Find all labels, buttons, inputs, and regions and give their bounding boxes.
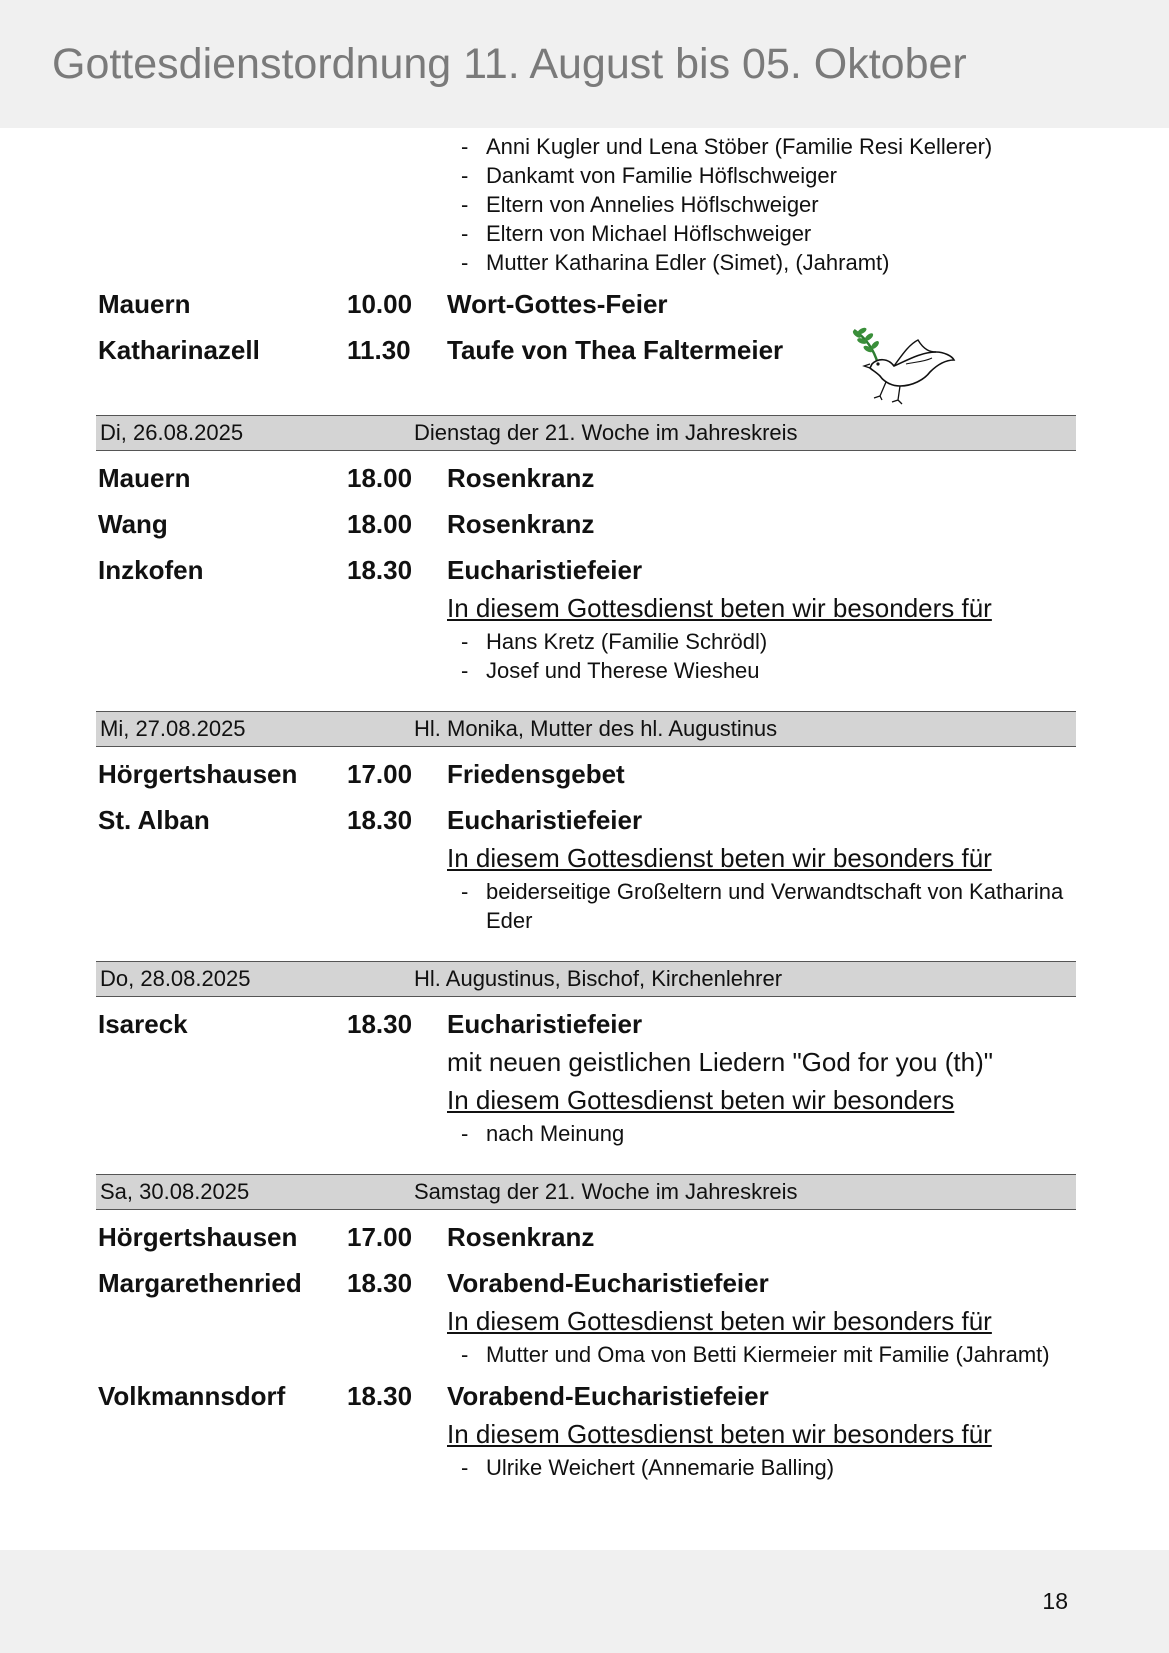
intent-list xyxy=(447,877,1072,935)
service-entry xyxy=(98,755,1072,793)
page-title: Gottesdienstordnung 11. August bis 05. Oktober xyxy=(52,40,967,88)
page-header xyxy=(0,0,1169,128)
service-time: 18.30 xyxy=(347,1009,413,1039)
list-item: - Eltern von Annelies Höflschweiger xyxy=(461,190,1072,219)
day-date: Di, 26.08.2025 xyxy=(100,420,244,445)
list-item: - Dankamt von Familie Höflschweiger xyxy=(461,161,1072,190)
service-entry xyxy=(98,1264,1072,1369)
service-time: 18.00 xyxy=(347,463,413,493)
service-event: Wort-Gottes-Feier xyxy=(447,289,668,319)
service-event: Vorabend-Eucharistiefeier xyxy=(447,1268,769,1298)
service-entry xyxy=(98,551,1072,685)
service-event: Rosenkranz xyxy=(447,509,595,539)
service-entry xyxy=(98,801,1072,935)
service-event: Taufe von Thea Faltermeier xyxy=(447,335,784,365)
page-footer xyxy=(0,1550,1169,1653)
list-item: - Ulrike Weichert (Annemarie Balling) xyxy=(461,1453,1072,1482)
service-time: 18.30 xyxy=(347,1381,413,1411)
page-number: 18 xyxy=(1042,1588,1068,1614)
intent-heading: In diesem Gottesdienst beten wir besonders für xyxy=(447,593,992,623)
service-place: Volkmannsdorf xyxy=(98,1381,286,1411)
service-time: 17.00 xyxy=(347,1222,413,1252)
day-date: Mi, 27.08.2025 xyxy=(100,716,246,741)
list-item: - nach Meinung xyxy=(461,1119,1072,1148)
top-intent-block xyxy=(98,132,1072,277)
service-time: 18.30 xyxy=(347,555,413,585)
service-entry xyxy=(98,1218,1072,1256)
service-time: 18.30 xyxy=(347,1268,413,1298)
day-date: Do, 28.08.2025 xyxy=(100,966,251,991)
list-item: - Josef und Therese Wiesheu xyxy=(461,656,1072,685)
service-event: Rosenkranz xyxy=(447,1222,595,1252)
intent-list xyxy=(447,132,1072,277)
service-place: Isareck xyxy=(98,1009,188,1039)
service-event: Eucharistiefeier xyxy=(447,1009,643,1039)
day-header xyxy=(96,1174,1076,1210)
intent-list xyxy=(447,1119,1072,1148)
service-time: 10.00 xyxy=(347,289,413,319)
day-header xyxy=(96,711,1076,747)
service-time: 18.00 xyxy=(347,509,413,539)
list-item: - Anni Kugler und Lena Stöber (Familie Resi Kellerer) xyxy=(461,132,1072,161)
intent-heading: In diesem Gottesdienst beten wir besonders für xyxy=(447,1306,992,1336)
service-entry xyxy=(98,285,1072,323)
service-entry xyxy=(98,1005,1072,1148)
intent-heading: In diesem Gottesdienst beten wir besonders xyxy=(447,1085,955,1115)
service-event: Vorabend-Eucharistiefeier xyxy=(447,1381,769,1411)
service-place: Hörgertshausen xyxy=(98,1222,298,1252)
day-title: Dienstag der 21. Woche im Jahreskreis xyxy=(414,420,798,445)
service-time: 17.00 xyxy=(347,759,413,789)
intent-list xyxy=(447,627,1072,685)
dove-icon xyxy=(848,322,958,417)
day-title: Hl. Monika, Mutter des hl. Augustinus xyxy=(414,716,778,741)
service-event: Friedensgebet xyxy=(447,759,625,789)
day-title: Hl. Augustinus, Bischof, Kirchenlehrer xyxy=(414,966,783,991)
service-place: Mauern xyxy=(98,463,191,493)
list-item: - Eltern von Michael Höflschweiger xyxy=(461,219,1072,248)
service-place: Wang xyxy=(98,509,168,539)
service-entry xyxy=(98,1377,1072,1482)
service-entry xyxy=(98,505,1072,543)
service-place: Hörgertshausen xyxy=(98,759,298,789)
day-title: Samstag der 21. Woche im Jahreskreis xyxy=(414,1179,798,1204)
intent-heading: In diesem Gottesdienst beten wir besonders für xyxy=(447,843,992,873)
service-place: Margarethenried xyxy=(98,1268,302,1298)
service-event: Eucharistiefeier xyxy=(447,805,643,835)
list-item: - beiderseitige Großeltern und Verwandtschaft von Katharina Eder xyxy=(461,877,1072,935)
service-event: Eucharistiefeier xyxy=(447,555,643,585)
service-entry xyxy=(98,459,1072,497)
service-time: 11.30 xyxy=(347,335,411,365)
intent-heading: In diesem Gottesdienst beten wir besonders für xyxy=(447,1419,992,1449)
day-header xyxy=(96,961,1076,997)
list-item: - Mutter und Oma von Betti Kiermeier mit Familie (Jahramt) xyxy=(461,1340,1072,1369)
intent-list xyxy=(447,1340,1072,1369)
service-time: 18.30 xyxy=(347,805,413,835)
service-place: Inzkofen xyxy=(98,555,204,585)
day-header xyxy=(96,415,1076,451)
service-event: Rosenkranz xyxy=(447,463,595,493)
day-date: Sa, 30.08.2025 xyxy=(100,1179,250,1204)
service-note: mit neuen geistlichen Liedern "God for you (th)" xyxy=(447,1047,993,1077)
list-item: - Mutter Katharina Edler (Simet), (Jahramt) xyxy=(461,248,1072,277)
list-item: - Hans Kretz (Familie Schrödl) xyxy=(461,627,1072,656)
intent-list xyxy=(447,1453,1072,1482)
service-place: Mauern xyxy=(98,289,191,319)
service-place: St. Alban xyxy=(98,805,210,835)
service-place: Katharinazell xyxy=(98,335,260,365)
